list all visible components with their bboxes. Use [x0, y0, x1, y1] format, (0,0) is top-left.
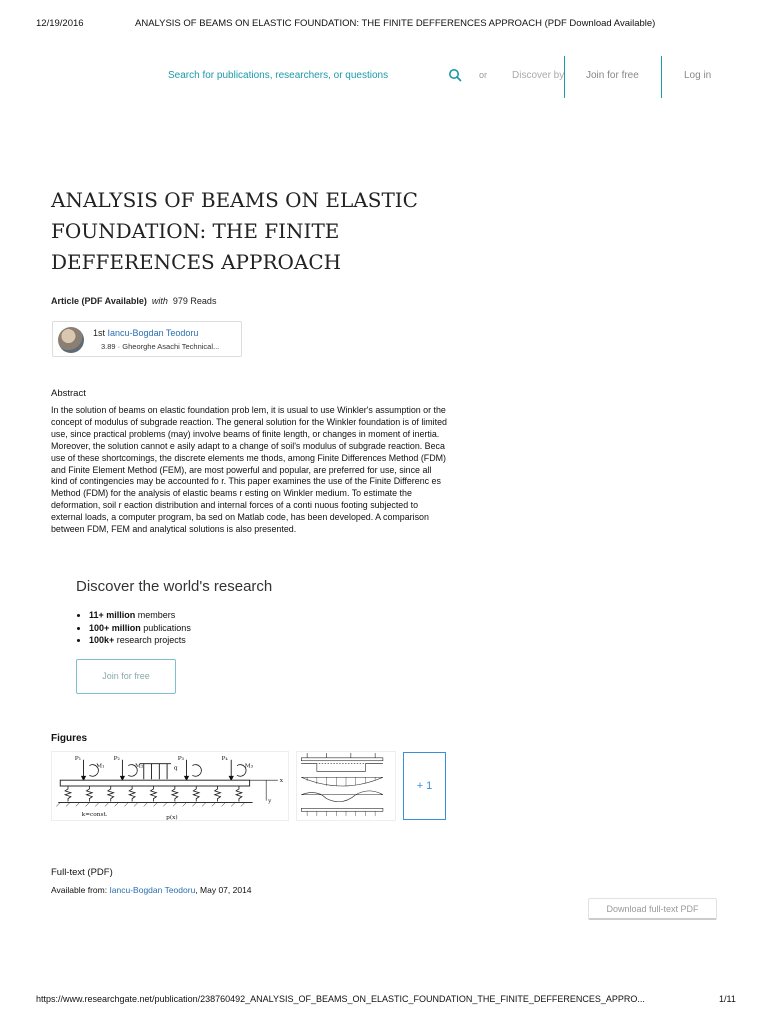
or-label: or	[479, 70, 488, 80]
fig-label: P₃	[177, 755, 185, 762]
discover-heading: Discover the world's research	[76, 578, 273, 595]
figure-thumbnail-diagrams[interactable]	[296, 751, 396, 821]
with-label: with	[151, 296, 168, 306]
stat-value: 100k+	[89, 635, 115, 645]
divider	[564, 56, 565, 98]
stat-value: 100+ million	[89, 622, 141, 633]
list-item	[89, 609, 191, 622]
available-date: , May 07, 2014	[195, 885, 252, 895]
fig-label: q	[173, 765, 178, 772]
abstract-text: In the solution of beams on elastic foundation prob lem, it is usual to use Winkler's assumption or the concept of modulus of subgrade reaction. The general solution for the Winkler foundation is of limited use, since practical problems (may) involve beams of finite length, or changes in moment of inertia. Moreover, the solution cannot e asily adapt to a change of soil's modulus of subgrade reaction. Beca use of these shortcomings, the discrete elements me thods, among Finite Differences Method (FDM) and Finite Element Method (FEM), are most powerful and popular, are preferred for use, since all kind of contingencies may be accounted fo r. This paper examines the use of the Finite Differenc es Method (FDM) for the analysis of elastic beams r esting on Winkler medium. To estimate the deformation, soil r eaction distribution and internal forces of a conti nuous footing subjected to external loads, a computer program, ba sed on Matlab code, has been developed. A comparison between FDM, FEM and analytical solutions is also presented.	[51, 405, 447, 535]
figure-thumbnail-beam[interactable]	[51, 751, 289, 821]
search-icon[interactable]	[448, 68, 462, 82]
abstract-heading: Abstract	[51, 388, 86, 399]
search-input[interactable]: Search for publications, researchers, or questions	[168, 70, 389, 81]
available-prefix: Available from:	[51, 885, 110, 895]
author-affiliation: 3.89 · Gheorghe Asachi Technical...	[101, 342, 220, 351]
print-url: https://www.researchgate.net/publication/238760492_ANALYSIS_OF_BEAMS_ON_ELASTIC_FOUNDATION_THE_FINITE_DEFFERENCES_APPRO...	[36, 994, 645, 1004]
fig-label: P₂	[113, 755, 120, 762]
author-rank: 1st	[93, 328, 106, 338]
stats-list	[76, 609, 191, 647]
article-title: ANALYSIS OF BEAMS ON ELASTIC FOUNDATION: THE FINITE DEFFERENCES APPROACH	[51, 188, 418, 274]
print-page-number: 1/11	[719, 994, 736, 1004]
divider	[661, 56, 662, 98]
download-fulltext-button[interactable]: Download full-text PDF	[588, 898, 717, 920]
avatar[interactable]	[58, 327, 84, 353]
stat-value: 11+ million	[89, 610, 136, 620]
fig-label: P₁	[74, 755, 82, 762]
stat-label: publications	[140, 622, 191, 633]
print-date: 12/19/2016	[36, 18, 84, 29]
fig-label: k=const.	[81, 812, 108, 819]
article-meta	[51, 296, 216, 306]
fig-label: M₁	[96, 763, 105, 770]
fig-label: M₂	[135, 763, 144, 770]
more-figures-button[interactable]: + 1	[403, 752, 446, 820]
fig-label: y	[268, 798, 272, 805]
fig-label: p(x)	[166, 815, 178, 821]
join-for-free-link[interactable]: Join for free	[586, 70, 639, 81]
fig-label: M₃	[244, 763, 254, 770]
fig-label: P₄	[221, 755, 228, 762]
stat-label: members	[135, 610, 176, 620]
list-item	[89, 622, 191, 635]
discover-by-link[interactable]: Discover by	[512, 70, 565, 81]
available-author-link[interactable]: Iancu-Bogdan Teodoru	[109, 885, 196, 895]
stat-label: research projects	[114, 635, 186, 645]
fig-label: x	[279, 778, 284, 785]
available-from	[51, 885, 252, 895]
author-name-link[interactable]: Iancu-Bogdan Teodoru	[107, 328, 199, 338]
list-item	[89, 634, 191, 647]
article-type: Article (PDF Available)	[51, 296, 147, 306]
figures-heading: Figures	[51, 733, 88, 744]
fulltext-heading: Full-text (PDF)	[51, 867, 113, 878]
author-card[interactable]	[52, 321, 242, 357]
print-page-title: ANALYSIS OF BEAMS ON ELASTIC FOUNDATION: THE FINITE DEFFERENCES APPROACH (PDF Download Available)	[135, 18, 656, 29]
reads-count: 979 Reads	[172, 296, 217, 306]
log-in-link[interactable]: Log in	[684, 70, 712, 81]
author-line	[93, 328, 198, 338]
join-for-free-button[interactable]: Join for free	[76, 659, 176, 694]
